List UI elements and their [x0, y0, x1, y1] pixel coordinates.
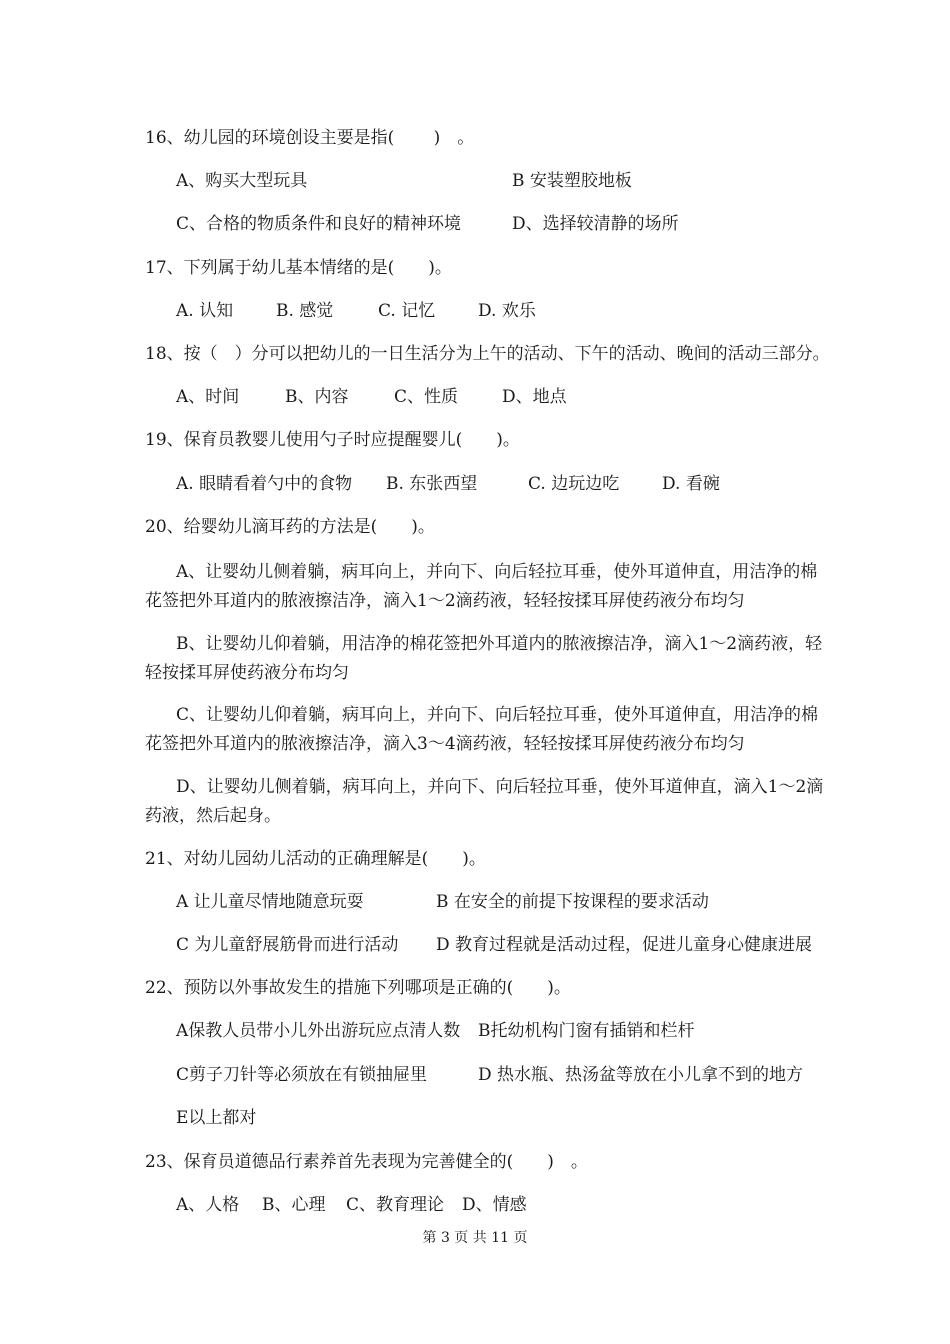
question-16-stem: 16、幼儿园的环境创设主要是指( ) 。 — [145, 128, 475, 148]
question-17-option-d: D. 欢乐 — [478, 301, 536, 321]
question-21-option-c: C 为儿童舒展筋骨而进行活动 — [176, 935, 399, 955]
question-19-option-c: C. 边玩边吃 — [528, 474, 620, 494]
question-23-option-d: D、情感 — [462, 1195, 527, 1215]
question-20-option-c-line2: 花签把外耳道内的脓液擦洁净，滴入3～4滴药液，轻轻按揉耳屏使药液分布均匀 — [145, 734, 745, 754]
question-18-stem: 18、按（ ）分可以把幼儿的一日生活分为上午的活动、下午的活动、晚间的活动三部分。 — [145, 344, 830, 364]
question-18-option-c: C、性质 — [394, 387, 459, 407]
question-23-option-c: C、教育理论 — [346, 1195, 445, 1215]
question-20-option-b-line1: B、让婴幼儿仰着躺，用洁净的棉花签把外耳道内的脓液擦洁净，滴入1～2滴药液，轻 — [176, 634, 823, 654]
question-21-stem: 21、对幼儿园幼儿活动的正确理解是( )。 — [145, 849, 486, 869]
question-17-stem: 17、下列属于幼儿基本情绪的是( )。 — [145, 258, 452, 278]
question-20-option-d-line1: D、让婴幼儿侧着躺，病耳向上，并向下、向后轻拉耳垂，使外耳道伸直，滴入1～2滴 — [176, 777, 824, 797]
question-19-stem: 19、保育员教婴儿使用勺子时应提醒婴儿( )。 — [145, 430, 520, 450]
question-16-option-d: D、选择较清静的场所 — [512, 214, 679, 234]
question-17-option-c: C. 记忆 — [378, 301, 436, 321]
question-17-option-a: A. 认知 — [176, 301, 234, 321]
question-21-option-a: A 让儿童尽情地随意玩耍 — [176, 892, 364, 912]
question-19-option-d: D. 看碗 — [662, 474, 720, 494]
question-16-option-a: A、购买大型玩具 — [176, 171, 308, 191]
question-22-option-a: A保教人员带小儿外出游玩应点清人数 — [176, 1021, 461, 1041]
question-20-option-d-line2: 药液，然后起身。 — [145, 806, 281, 826]
question-20-option-b-line2: 轻按揉耳屏使药液分布均匀 — [145, 663, 349, 683]
question-20-stem: 20、给婴幼儿滴耳药的方法是( )。 — [145, 517, 435, 537]
question-23-option-a: A、人格 — [176, 1195, 240, 1215]
question-23-option-b: B、心理 — [262, 1195, 326, 1215]
question-19-option-a: A. 眼睛看着勺中的食物 — [176, 474, 353, 494]
question-21-option-d: D 教育过程就是活动过程，促进儿童身心健康进展 — [436, 935, 813, 955]
question-22-option-b: B托幼机构门窗有插销和栏杆 — [478, 1021, 695, 1041]
question-22-option-d: D 热水瓶、热汤盆等放在小儿拿不到的地方 — [478, 1065, 804, 1085]
question-20-option-a-line1: A、让婴幼儿侧着躺，病耳向上，并向下、向后轻拉耳垂，使外耳道伸直，用洁净的棉 — [176, 562, 818, 582]
question-16-option-c: C、合格的物质条件和良好的精神环境 — [176, 214, 462, 234]
question-22-option-e: E以上都对 — [176, 1108, 257, 1128]
question-17-option-b: B. 感觉 — [276, 301, 334, 321]
question-16-option-b: B 安装塑胶地板 — [512, 171, 632, 191]
question-18-option-b: B、内容 — [285, 387, 349, 407]
question-19-option-b: B. 东张西望 — [386, 474, 478, 494]
question-20-option-a-line2: 花签把外耳道内的脓液擦洁净，滴入1～2滴药液，轻轻按揉耳屏使药液分布均匀 — [145, 591, 745, 611]
question-18-option-a: A、时间 — [176, 387, 240, 407]
question-22-option-c: C剪子刀针等必须放在有锁抽屉里 — [176, 1065, 428, 1085]
question-20-option-c-line1: C、让婴幼儿仰着躺，病耳向上，并向下、向后轻拉耳垂，使外耳道伸直，用洁净的棉 — [176, 705, 819, 725]
page-number-footer: 第 3 页 共 11 页 — [422, 1230, 528, 1246]
question-23-stem: 23、保育员道德品行素养首先表现为完善健全的( ) 。 — [145, 1152, 588, 1172]
question-22-stem: 22、预防以外事故发生的措施下列哪项是正确的( )。 — [145, 978, 571, 998]
question-21-option-b: B 在安全的前提下按课程的要求活动 — [436, 892, 709, 912]
question-18-option-d: D、地点 — [502, 387, 567, 407]
